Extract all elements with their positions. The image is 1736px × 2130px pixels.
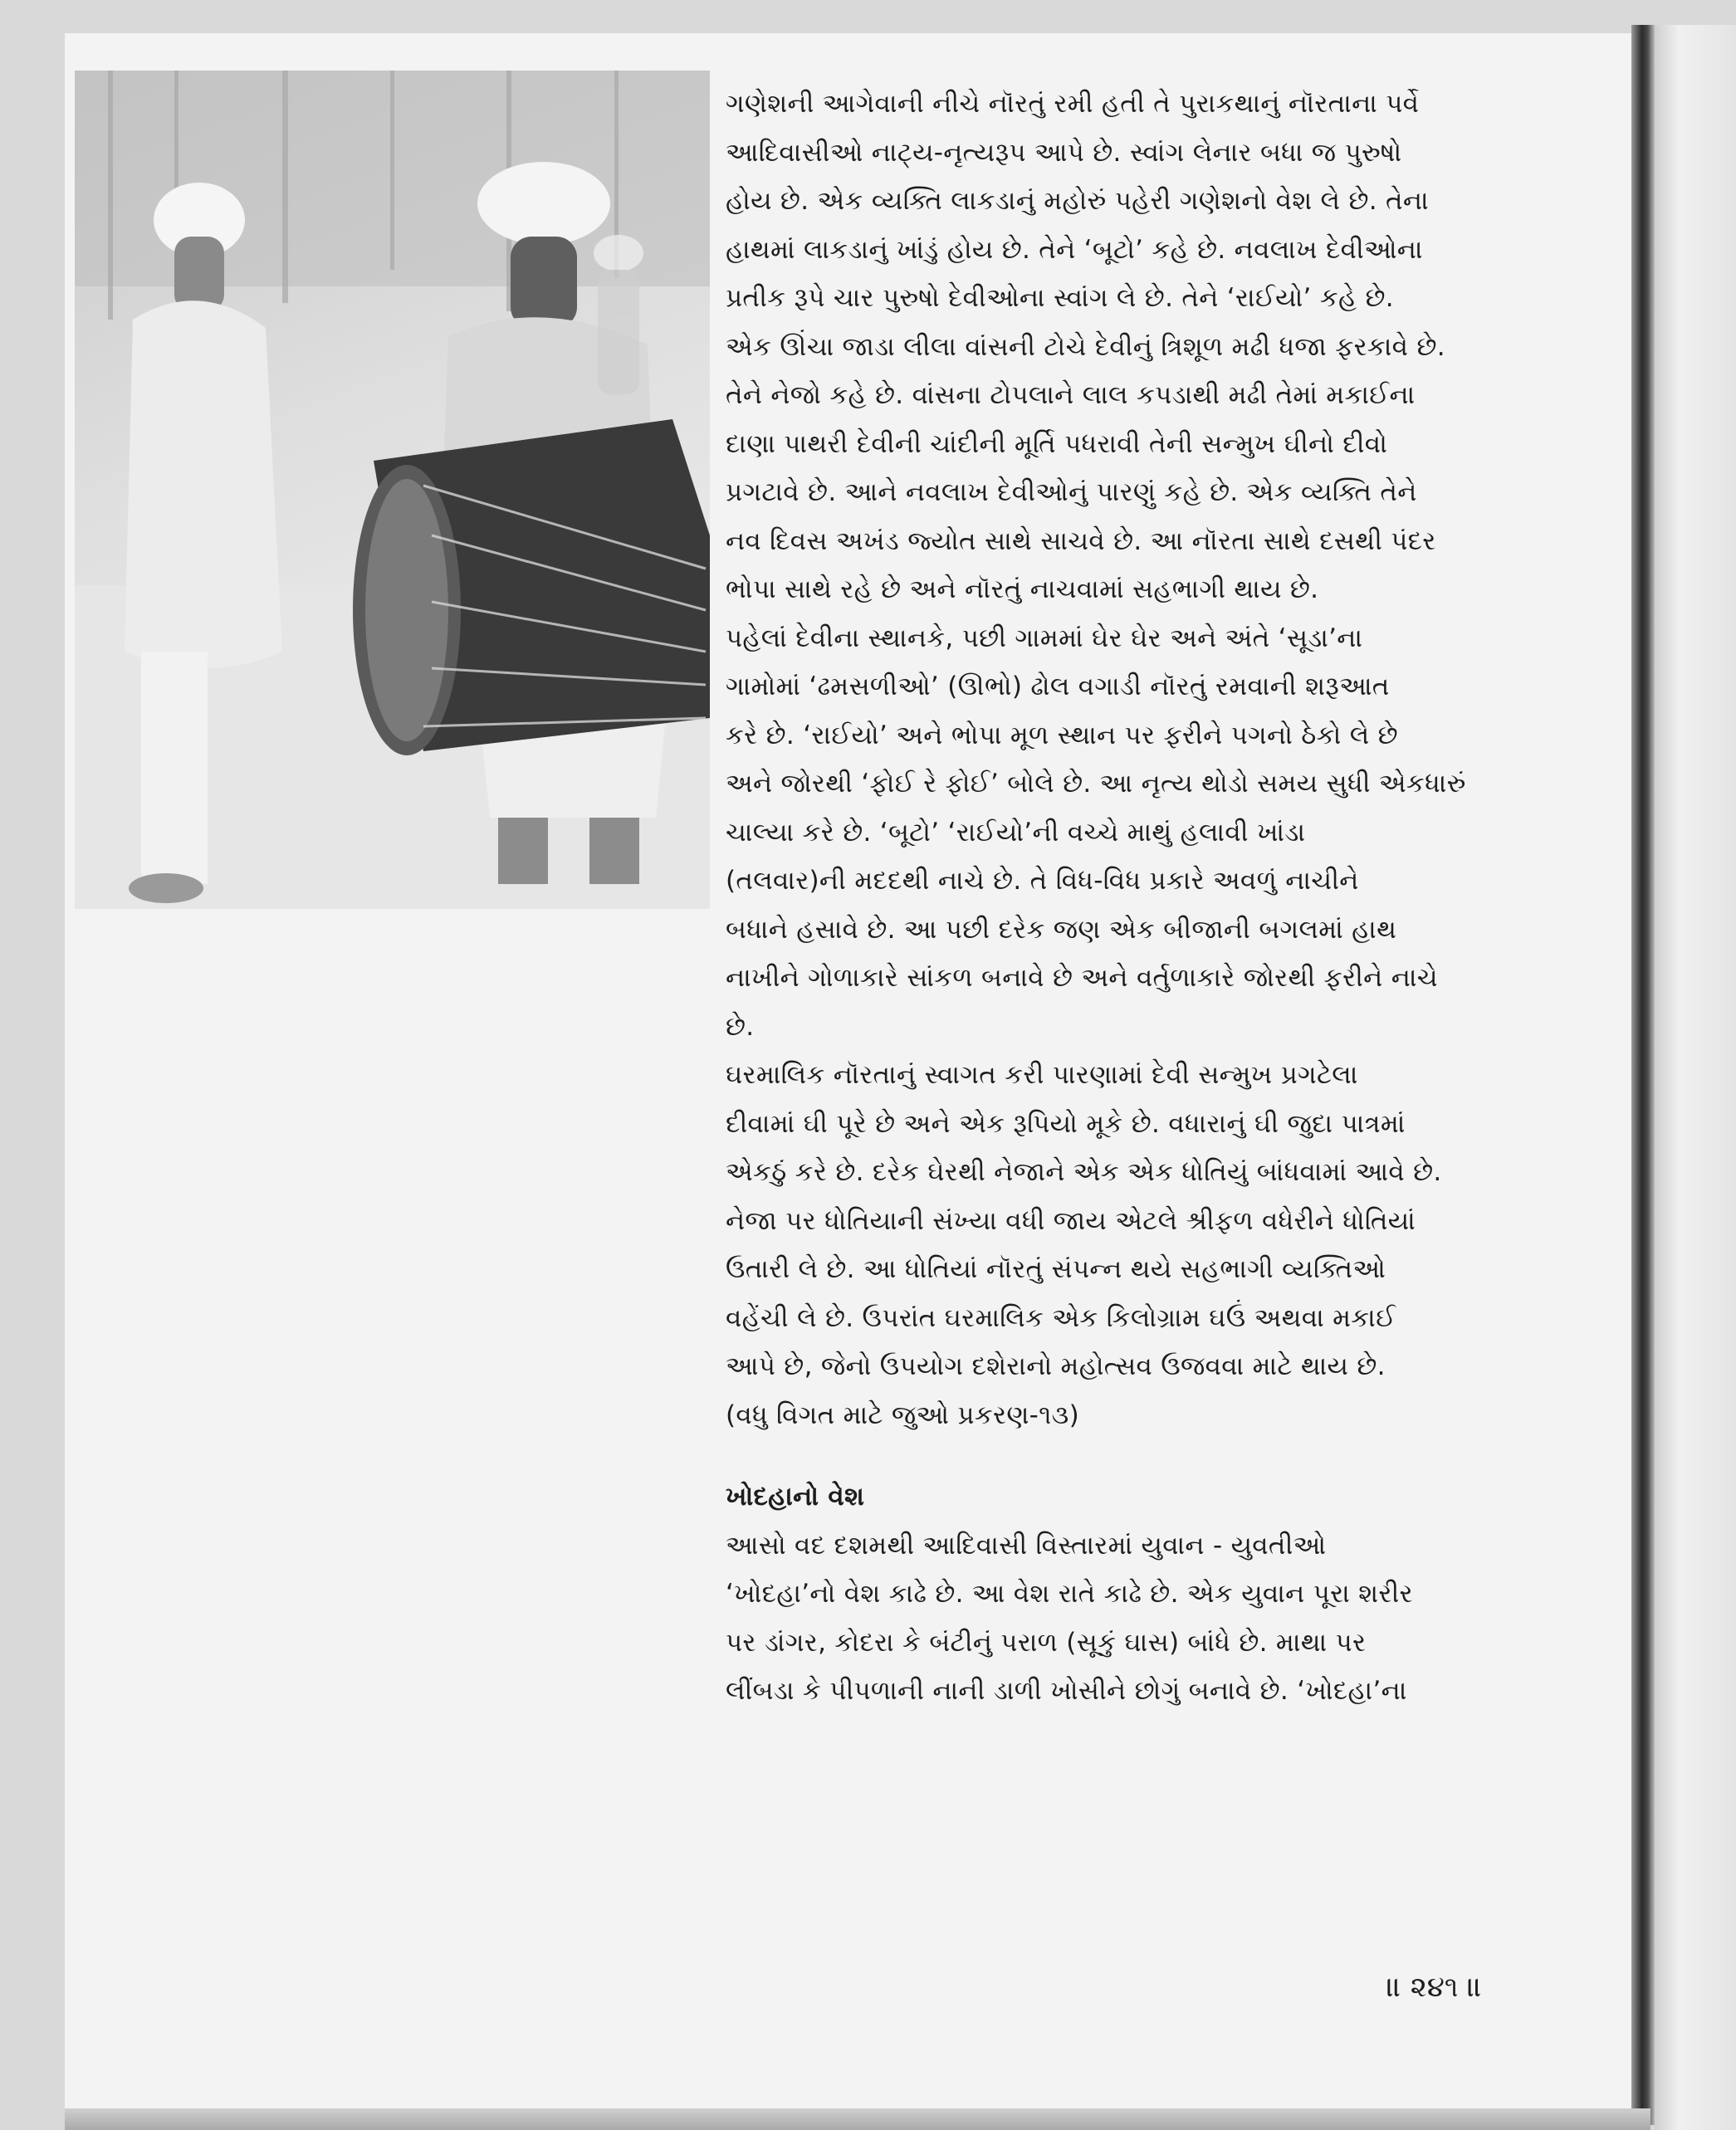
- paragraph-4: [726, 1522, 1556, 1716]
- text-line: ગામોમાં ‘ઢમસળીઓ’ (ઊભો) ઢોલ વગાડી નૉરતું રમવાની શરૂઆત: [726, 672, 1390, 701]
- text-line: હાથમાં લાકડાનું ખાંડું હોય છે. તેને ‘બૂટો’ કહે છે. નવલાખ દેવીઓના: [726, 234, 1423, 265]
- text-line: આસો વદ દશમથી આદિવાસી વિસ્તારમાં યુવાન - યુવતીઓ: [726, 1530, 1327, 1561]
- page-bottom-edge: [65, 2108, 1650, 2130]
- text-line: દીવામાં ઘી પૂરે છે અને એક રૂપિયો મૂકે છે. વધારાનું ઘી જુદા પાત્રમાં: [726, 1108, 1406, 1139]
- body-text-column: [726, 80, 1556, 1716]
- book-spine-shadow: [1631, 25, 1655, 2125]
- text-line: તેને નેજો કહે છે. વાંસના ટોપલાને લાલ કપડાથી મઢી તેમાં મકાઈના: [726, 380, 1416, 410]
- text-line: પર ડાંગર, કોદરા કે બંટીનું પરાળ (સૂકું ઘાસ) બાંધે છે. માથા પર: [726, 1627, 1367, 1658]
- photo-dhol-drum: [353, 419, 710, 755]
- text-line: ઉતારી લે છે. આ ધોતિયાં નૉરતું સંપન્ન થયે સહભાગી વ્યક્તિઓ: [726, 1254, 1386, 1284]
- text-line: ‘ખોદહા’નો વેશ કાઢે છે. આ વેશ રાતે કાઢે છે. એક યુવાન પૂરા શરીર: [726, 1579, 1413, 1609]
- text-line: વહેંચી લે છે. ઉપરાંત ઘરમાલિક એક કિલોગ્રામ ઘઉં અથવા મકાઈ: [726, 1302, 1396, 1333]
- text-line: નાખીને ગોળાકારે સાંકળ બનાવે છે અને વર્તુળાકારે જોરથી ફરીને નાચે: [726, 963, 1438, 993]
- text-line: પ્રગટાવે છે. આને નવલાખ દેવીઓનું પારણું કહે છે. એક વ્યક્તિ તેને: [726, 477, 1417, 507]
- photo-illustration: [75, 71, 710, 909]
- text-line: પ્રતીક રૂપે ચાર પુરુષો દેવીઓના સ્વાંગ લે છે. તેને ‘રાઈયો’ કહે છે.: [726, 283, 1394, 313]
- text-line: આપે છે, જેનો ઉપયોગ દશેરાનો મહોત્સવ ઉજવવા માટે થાય છે.: [726, 1351, 1386, 1381]
- paragraph-2: [726, 614, 1556, 1052]
- paragraph-1: [726, 80, 1556, 614]
- photo-person-background: [594, 235, 643, 394]
- text-line: કરે છે. ‘રાઈયો’ અને ભોપા મૂળ સ્થાન પર ફરીને પગનો ઠેકો લે છે: [726, 720, 1398, 750]
- text-line: ચાલ્યા કરે છે. ‘બૂટો’ ‘રાઈયો’ની વચ્ચે માથું હલાવી ખાંડા: [726, 817, 1306, 848]
- text-line: છે.: [726, 1011, 755, 1042]
- text-line: નવ દિવસ અખંડ જ્યોત સાથે સાચવે છે. આ નૉરતા સાથે દસથી પંદર: [726, 525, 1436, 556]
- text-line: એક ઊંચા જાડા લીલા વાંસની ટોચે દેવીનું ત્રિશૂળ મઢી ધજા ફરકાવે છે.: [726, 331, 1445, 362]
- text-line: આદિવાસીઓ નાટ્ય-નૃત્યરૂપ આપે છે. સ્વાંગ લેનાર બધા જ પુરુષો: [726, 137, 1402, 168]
- text-line: એકઠું કરે છે. દરેક ઘેરથી નેજાને એક એક ધોતિયું બાંધવામાં આવે છે.: [726, 1157, 1442, 1187]
- paragraph-3: [726, 1051, 1556, 1439]
- text-line: દાણા પાથરી દેવીની ચાંદીની મૂર્તિ પધરાવી તેની સન્મુખ ઘીનો દીવો: [726, 428, 1388, 459]
- section-heading: ખોદહાનો વેશ: [726, 1482, 865, 1512]
- text-line: ગણેશની આગેવાની નીચે નૉરતું રમી હતી તે પુરાકથાનું નૉરતાના પર્વે: [726, 89, 1420, 119]
- text-line: નેજા પર ધોતિયાની સંખ્યા વધી જાય એટલે શ્રીફળ વધેરીને ધોતિયાં: [726, 1205, 1416, 1236]
- page-number: ॥ ૨૪૧ ॥: [1386, 1971, 1483, 2004]
- text-line: લીંબડા કે પીપળાની નાની ડાળી ખોસીને છોગું બનાવે છે. ‘ખોદહા’ના: [726, 1676, 1407, 1706]
- text-line: (વધુ વિગત માટે જુઓ પ્રકરણ-૧૩): [726, 1400, 1079, 1430]
- book-spine-edge: [1655, 25, 1736, 2130]
- text-line: હોય છે. એક વ્યક્તિ લાકડાનું મહોરું પહેરી ગણેશનો વેશ લે છે. તેના: [726, 186, 1429, 216]
- text-line: પહેલાં દેવીના સ્થાનકે, પછી ગામમાં ઘેર ઘેર અને અંતે ‘સૂડા’ના: [726, 623, 1363, 653]
- text-line: ભોપા સાથે રહે છે અને નૉરતું નાચવામાં સહભાગી થાય છે.: [726, 574, 1319, 604]
- text-line: અને જોરથી ‘ફોઈ રે ફોઈ’ બોલે છે. આ નૃત્ય થોડો સમય સુધી એકધારું: [726, 769, 1466, 799]
- text-line: (તલવાર)ની મદદથી નાચે છે. તે વિધ-વિધ પ્રકારે અવળું નાચીને: [726, 866, 1359, 896]
- text-line: ઘરમાલિક નૉરતાનું સ્વાગત કરી પારણામાં દેવી સન્મુખ પ્રગટેલા: [726, 1060, 1358, 1090]
- photo-drummers: [75, 71, 710, 909]
- text-line: બધાને હસાવે છે. આ પછી દરેક જણ એક બીજાની બગલમાં હાથ: [726, 914, 1397, 945]
